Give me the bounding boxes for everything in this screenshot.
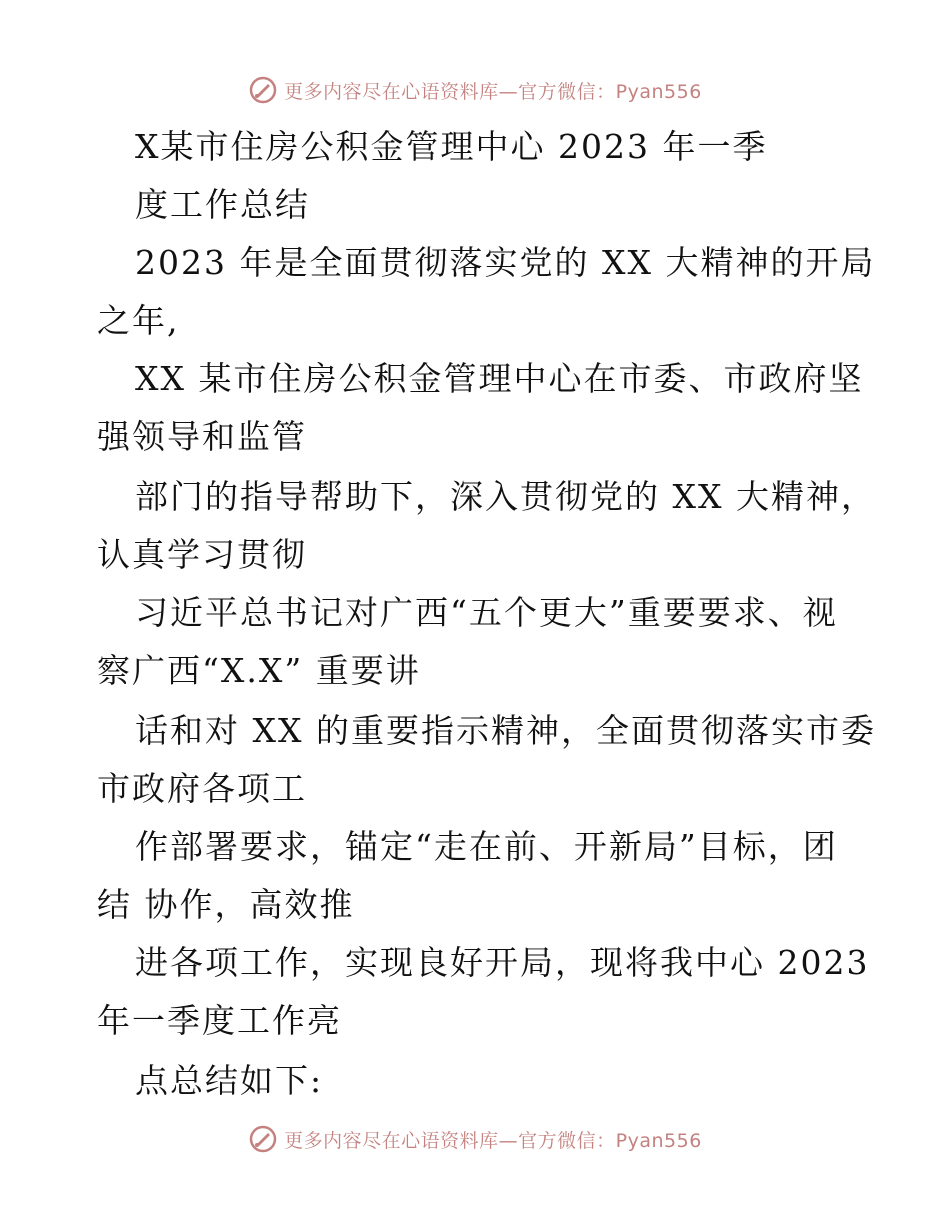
doc-line: 市政府各项工 xyxy=(97,769,307,808)
doc-line: 年一季度工作亮 xyxy=(97,1001,342,1040)
doc-line: X某市住房公积金管理中心 2023 年一季 xyxy=(135,127,768,166)
logo-icon xyxy=(248,1124,278,1154)
doc-line: 习近平总书记对广西“五个更大”重要要求、视 xyxy=(135,593,838,632)
doc-line: 之年, xyxy=(97,301,180,340)
doc-line: XX 某市住房公积金管理中心在市委、市政府坚 xyxy=(135,359,864,398)
watermark-header xyxy=(0,70,950,110)
doc-line: 2023 年是全面贯彻落实党的 XX 大精神的开局 xyxy=(135,243,876,282)
doc-line: 话和对 XX 的重要指示精神，全面贯彻落实市委 xyxy=(135,711,876,750)
doc-line: 进各项工作，实现良好开局，现将我中心 2023 xyxy=(135,943,870,982)
doc-line: 认真学习贯彻 xyxy=(97,535,307,574)
doc-line: 度工作总结 xyxy=(135,185,310,224)
logo-icon xyxy=(248,75,278,105)
doc-line: 作部署要求，锚定“走在前、开新局”目标，团 xyxy=(135,827,838,866)
doc-line: 部门的指导帮助下，深入贯彻党的 XX 大精神， xyxy=(135,477,876,516)
doc-line: 察广西“X.X” 重要讲 xyxy=(97,651,421,690)
doc-line: 点总结如下: xyxy=(135,1061,324,1100)
doc-line: 强领导和监管 xyxy=(97,417,307,456)
watermark-text: 更多内容尽在心语资料库—官方微信：Pyan556 xyxy=(284,80,702,103)
doc-line: 结 协作，高效推 xyxy=(97,885,355,924)
watermark-text: 更多内容尽在心语资料库—官方微信：Pyan556 xyxy=(284,1129,702,1152)
watermark-footer xyxy=(0,1119,950,1159)
